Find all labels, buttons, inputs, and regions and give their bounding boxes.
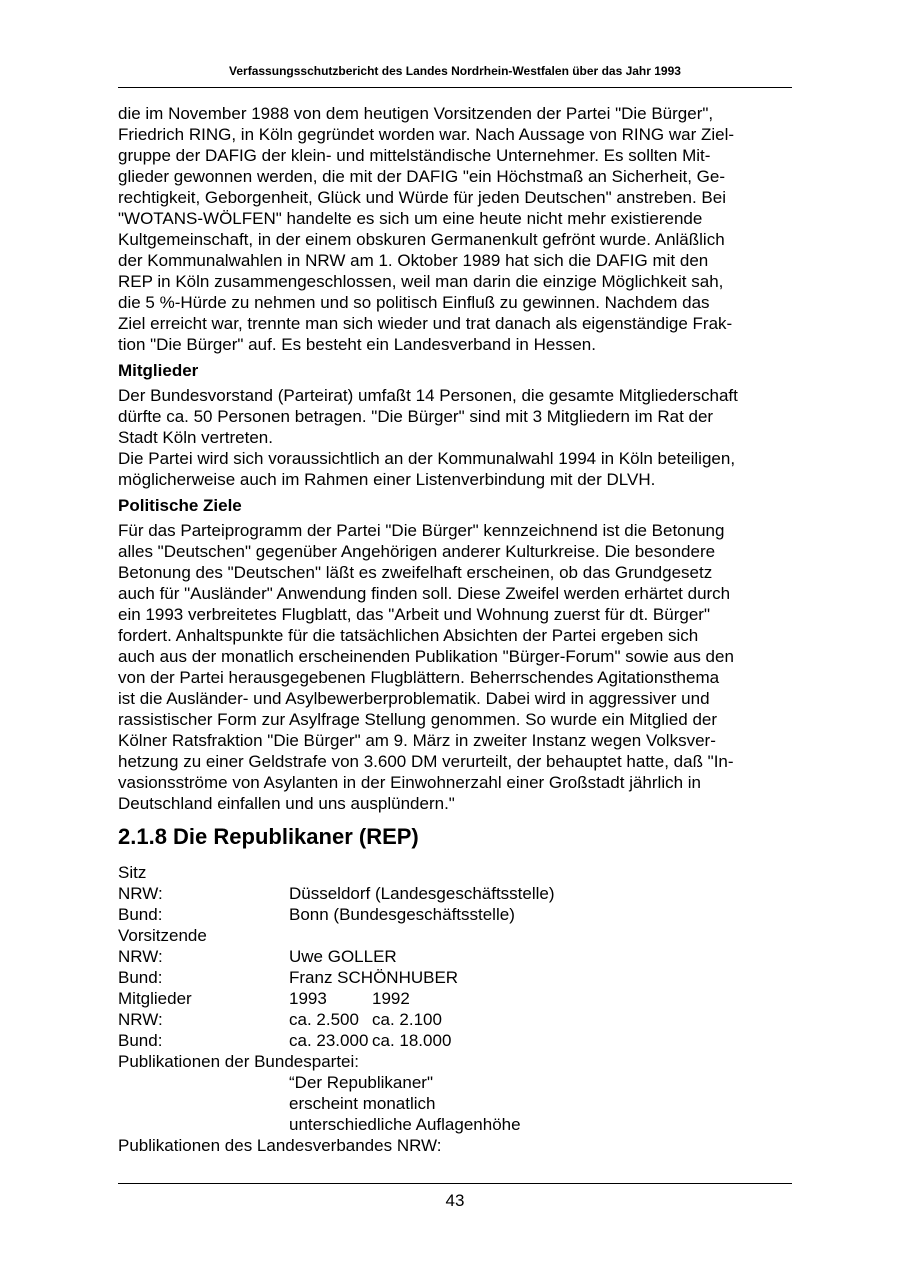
text-line: ein 1993 verbreitetes Flugblatt, das "Arbeit und Wohnung zuerst für dt. Bürger" — [118, 605, 710, 624]
text-line: rechtigkeit, Geborgenheit, Glück und Würde für jeden Deutschen" anstreben. Bei — [118, 188, 726, 207]
vorsitzende-nrw-row — [118, 946, 792, 967]
text-line: Betonung des "Deutschen" läßt es zweifelhaft erscheinen, ob das Grundgesetz — [118, 563, 713, 582]
mitglieder-heading: Mitglieder — [118, 361, 199, 380]
row-key: Bund: — [118, 905, 163, 924]
mitglieder-bund-row — [118, 1030, 792, 1051]
text-line: ist die Ausländer- und Asylbewerberproblematik. Dabei wird in aggressiver und — [118, 689, 710, 708]
text-line: "WOTANS-WÖLFEN" handelte es sich um eine heute nicht mehr existierende — [118, 209, 703, 228]
intro-paragraph — [118, 103, 792, 355]
text-line: möglicherweise auch im Rahmen einer Listenverbindung mit der DLVH. — [118, 470, 656, 489]
mitglieder-paragraph — [118, 385, 792, 490]
header-divider — [118, 87, 792, 88]
politische-ziele-heading: Politische Ziele — [118, 496, 242, 515]
mitglieder-years-row — [118, 988, 792, 1009]
row-value — [289, 1009, 792, 1030]
text-line: Kultgemeinschaft, in der einem obskuren Germanenkult gefrönt wurde. Anläßlich — [118, 230, 725, 249]
text-line: Für das Parteiprogramm der Partei "Die Bürger" kennzeichnend ist die Betonung — [118, 521, 725, 540]
sitz-label: Sitz — [118, 863, 147, 882]
sitz-bund-row — [118, 904, 792, 925]
text-line: dürfte ca. 50 Personen betragen. "Die Bürger" sind mit 3 Mitgliedern im Rat der — [118, 407, 714, 426]
text-line: auch aus der monatlich erscheinenden Publikation "Bürger-Forum" sowie aus den — [118, 647, 734, 666]
text-line: Kölner Ratsfraktion "Die Bürger" am 9. März in zweiter Instanz wegen Volksver- — [118, 731, 716, 750]
text-line: Die Partei wird sich voraussichtlich an der Kommunalwahl 1994 in Köln beteiligen, — [118, 449, 736, 468]
row-key: Mitglieder — [118, 989, 192, 1008]
row-value: Uwe GOLLER — [289, 947, 397, 966]
text-line: glieder gewonnen werden, die mit der DAFIG "ein Höchstmaß an Sicherheit, Ge- — [118, 167, 725, 186]
text-line: die 5 %-Hürde zu nehmen und so politisch Einfluß zu gewinnen. Nachdem das — [118, 293, 710, 312]
count-1992: ca. 18.000 — [372, 1031, 452, 1050]
text-line: Deutschland einfallen und uns ausplündern." — [118, 794, 455, 813]
text-line: der Kommunalwahlen in NRW am 1. Oktober 1989 hat sich die DAFIG mit den — [118, 251, 709, 270]
row-key: NRW: — [118, 1010, 163, 1029]
text-line: rassistischer Form zur Asylfrage Stellung genommen. So wurde ein Mitglied der — [118, 710, 718, 729]
row-value: Düsseldorf (Landesgeschäftsstelle) — [289, 884, 555, 903]
row-key: Bund: — [118, 1031, 163, 1050]
count-1993: ca. 23.000 — [289, 1031, 369, 1050]
count-1992: ca. 2.100 — [372, 1010, 442, 1029]
text-line: auch für "Ausländer" Anwendung finden soll. Diese Zweifel werden erhärtet durch — [118, 584, 731, 603]
text-line: Ziel erreicht war, trennte man sich wieder und trat danach als eigenständige Frak- — [118, 314, 733, 333]
text-line: REP in Köln zusammengeschlossen, weil man darin die einzige Möglichkeit sah, — [118, 272, 724, 291]
row-value — [289, 1030, 792, 1051]
row-value — [289, 988, 792, 1009]
running-header: Verfassungsschutzbericht des Landes Nordrhein-Westfalen über das Jahr 1993 — [229, 64, 681, 78]
row-value: Franz SCHÖNHUBER — [289, 968, 459, 987]
sitz-nrw-row — [118, 883, 792, 904]
year-1992: 1992 — [372, 989, 410, 1008]
rep-facts — [118, 862, 792, 1156]
page-number: 43 — [445, 1191, 465, 1210]
footer-divider — [118, 1183, 792, 1184]
publikationen-bund-label: Publikationen der Bundespartei: — [118, 1052, 359, 1071]
text-line: tion "Die Bürger" auf. Es besteht ein Landesverband in Hessen. — [118, 335, 596, 354]
publication-title: “Der Republikaner" — [289, 1073, 433, 1092]
text-line: vasionsströme von Asylanten in der Einwohnerzahl einer Großstadt jährlich in — [118, 773, 702, 792]
year-1993: 1993 — [289, 989, 327, 1008]
row-value: Bonn (Bundesgeschäftsstelle) — [289, 905, 515, 924]
text-line: Friedrich RING, in Köln gegründet worden war. Nach Aussage von RING war Ziel- — [118, 125, 735, 144]
publication-circulation: unterschiedliche Auflagenhöhe — [289, 1115, 521, 1134]
rep-section-heading: 2.1.8 Die Republikaner (REP) — [118, 824, 419, 849]
text-line: hetzung zu einer Geldstrafe von 3.600 DM verurteilt, der behauptet hatte, daß "In- — [118, 752, 734, 771]
text-line: alles "Deutschen" gegenüber Angehörigen anderer Kulturkreise. Die besondere — [118, 542, 716, 561]
text-line: Stadt Köln vertreten. — [118, 428, 273, 447]
vorsitzende-bund-row — [118, 967, 792, 988]
page-body — [118, 103, 792, 1156]
text-line: die im November 1988 von dem heutigen Vorsitzenden der Partei "Die Bürger", — [118, 104, 714, 123]
text-line: Der Bundesvorstand (Parteirat) umfaßt 14 Personen, die gesamte Mitgliederschaft — [118, 386, 738, 405]
row-key: NRW: — [118, 884, 163, 903]
publikationen-nrw-label: Publikationen des Landesverbandes NRW: — [118, 1136, 442, 1155]
politische-ziele-paragraph — [118, 520, 792, 814]
text-line: fordert. Anhaltspunkte für die tatsächlichen Absichten der Partei ergeben sich — [118, 626, 699, 645]
count-1993: ca. 2.500 — [289, 1010, 359, 1029]
publication-frequency: erscheint monatlich — [289, 1094, 436, 1113]
text-line: von der Partei herausgegebenen Flugblättern. Beherrschendes Agitationsthema — [118, 668, 720, 687]
row-key: NRW: — [118, 947, 163, 966]
mitglieder-nrw-row — [118, 1009, 792, 1030]
text-line: gruppe der DAFIG der klein- und mittelständische Unternehmer. Es sollten Mit- — [118, 146, 711, 165]
vorsitzende-label: Vorsitzende — [118, 926, 207, 945]
row-key: Bund: — [118, 968, 163, 987]
